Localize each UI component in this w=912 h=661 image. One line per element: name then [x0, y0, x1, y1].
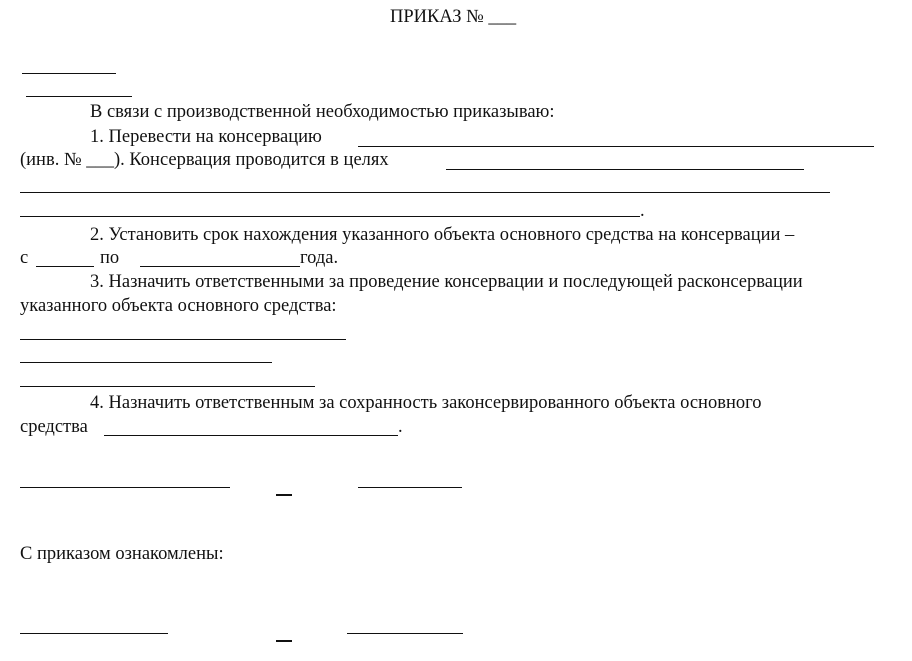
purpose-blank[interactable] — [446, 169, 804, 170]
responsible-blank-3[interactable] — [20, 386, 315, 387]
item1-text: 1. Перевести на консервацию — [90, 127, 322, 147]
item4-text: 4. Назначить ответственным за сохранность законсервированного объекта основного — [90, 393, 762, 413]
purpose-blank-2[interactable] — [20, 192, 830, 193]
item1-continuation: (инв. № ___). Консервация проводится в целях — [20, 150, 389, 170]
start-date-blank[interactable] — [36, 266, 94, 267]
page-title: ПРИКАЗ № ___ — [390, 7, 517, 27]
item3-continuation: указанного объекта основного средства: — [20, 296, 337, 316]
item3-text: 3. Назначить ответственными за проведение консервации и последующей расконсервации — [90, 272, 803, 292]
item2-year-label: года. — [300, 248, 339, 268]
org-blank[interactable] — [22, 73, 116, 74]
item1-period: . — [640, 201, 645, 221]
item4-continuation: средства — [20, 417, 88, 437]
item2-from-label: с — [20, 248, 29, 268]
ack-name-blank[interactable] — [347, 633, 463, 634]
ack-signature-dash[interactable] — [276, 640, 292, 642]
end-date-blank[interactable] — [140, 266, 300, 267]
responsible-blank-1[interactable] — [20, 339, 346, 340]
name-blank[interactable] — [358, 487, 462, 488]
item2-to-label: по — [100, 248, 120, 268]
object-name-blank[interactable] — [358, 146, 874, 147]
item4-period: . — [398, 417, 403, 437]
signature-dash[interactable] — [276, 494, 292, 496]
custodian-blank[interactable] — [104, 435, 398, 436]
acknowledgement-text: С приказом ознакомлены: — [20, 544, 224, 564]
position-blank[interactable] — [20, 487, 230, 488]
date-blank[interactable] — [26, 96, 132, 97]
intro-text: В связи с производственной необходимостью приказываю: — [90, 102, 555, 122]
ack-position-blank[interactable] — [20, 633, 168, 634]
responsible-blank-2[interactable] — [20, 362, 272, 363]
purpose-blank-3[interactable] — [20, 216, 640, 217]
item2-text: 2. Установить срок нахождения указанного объекта основного средства на консервации – — [90, 225, 795, 245]
